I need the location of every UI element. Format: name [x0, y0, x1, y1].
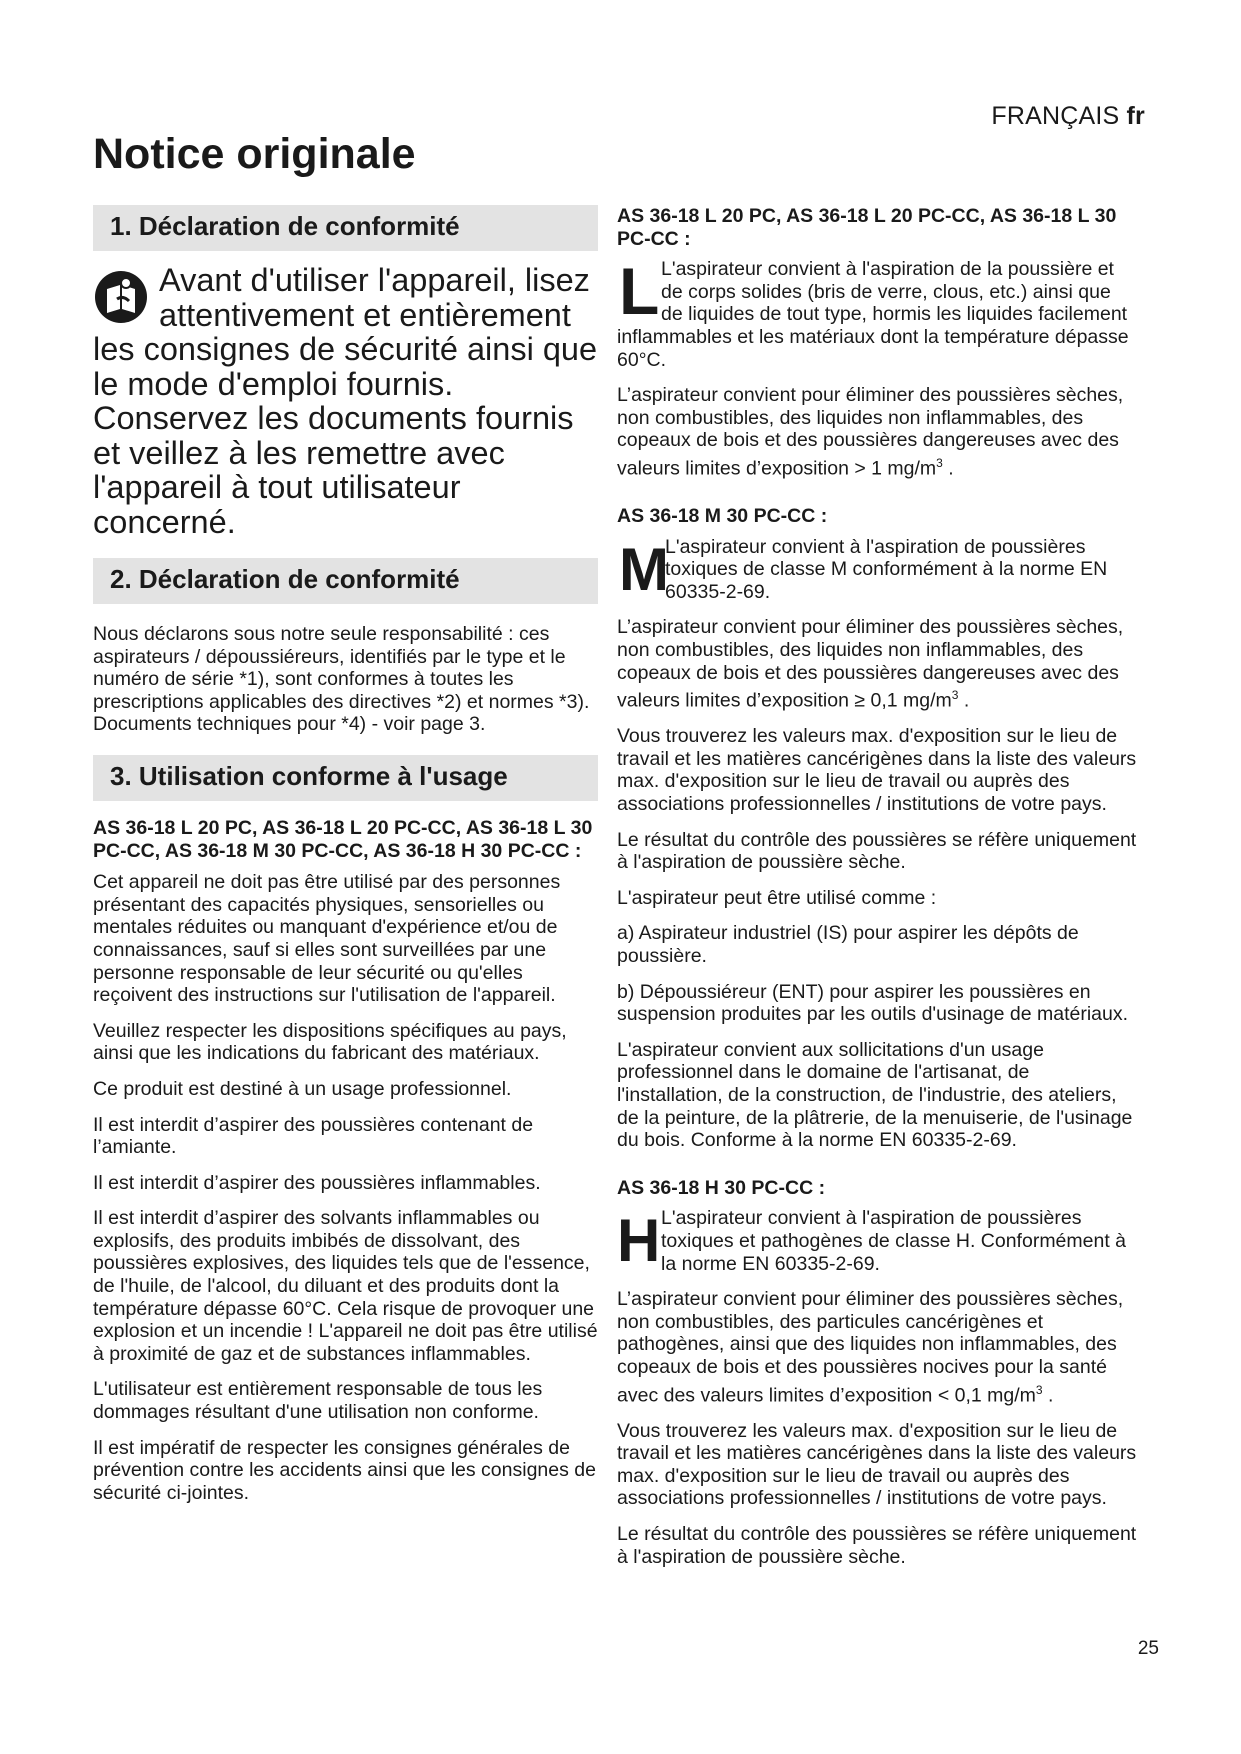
m-class-badge	[617, 535, 669, 603]
page-number: 25	[1137, 1638, 1159, 1659]
h-class-badge	[617, 1207, 661, 1275]
read-manual-text: Avant d'utiliser l'appareil, lisez attentivement et entièrement les consignes de sécurité ainsi que le mode d'emploi fournis. Conservez les documents fournis et veillez à les remettre avec l'appareil à tout utilisateur concerné.	[93, 262, 598, 540]
m-class-paragraph-4: Le résultat du contrôle des poussières se réfère uniquement à l'aspiration de poussière sèche.	[617, 828, 1137, 874]
m-class-paragraph-8: L'aspirateur convient aux sollicitations d'un usage professionnel dans le domaine de l'artisanat, de l'installation, de la construction, de l'industrie, des ateliers, de la peinture, de la plâtrerie, de la menuiserie, de l'usinage du bois. Conforme à la norme EN 60335-2-69.	[617, 1038, 1133, 1152]
m-class-paragraph-1: L'aspirateur convient à l'aspiration de poussières toxiques de classe M conformément à la norme EN 60335-2-69.	[665, 535, 1108, 603]
page-title: Notice originale	[93, 130, 416, 178]
m-class-paragraph-5: L'aspirateur peut être utilisé comme :	[617, 886, 937, 909]
section-2-heading: 2. Déclaration de conformité	[93, 558, 598, 604]
usage-paragraph-7: L'utilisateur est entièrement responsable de tous les dommages résultant d'une utilisation non conforme.	[93, 1378, 543, 1424]
m-class-paragraph-3: Vous trouverez les valeurs max. d'exposition sur le lieu de travail et les matières cancérigènes dans la liste des valeurs max. d'exposition sur le lieu de travail ou auprès des associations professionnelles / institutions de votre pays.	[617, 725, 1137, 816]
usage-paragraph-2: Veuillez respecter les dispositions spécifiques au pays, ainsi que les indications du fabricant des matériaux.	[93, 1019, 567, 1065]
m-class-paragraph-6: a) Aspirateur industriel (IS) pour aspirer les dépôts de poussière.	[617, 922, 1079, 968]
h-class-badge-letter: H	[617, 1207, 661, 1275]
h-class-block	[617, 1207, 1137, 1275]
language-code: fr	[1126, 102, 1145, 130]
m-class-paragraph-7: b) Dépoussiéreur (ENT) pour aspirer les poussières en suspension produites par les outils d'usinage de matériaux.	[617, 980, 1129, 1026]
usage-paragraph-5: Il est interdit d’aspirer des poussières inflammables.	[93, 1171, 541, 1194]
section-1-heading: 1. Déclaration de conformité	[93, 205, 598, 251]
language-header	[991, 102, 1145, 131]
l-class-badge	[617, 254, 660, 329]
usage-paragraph-4: Il est interdit d’aspirer des poussières contenant de l’amiante.	[93, 1113, 534, 1159]
read-manual-notice	[93, 263, 598, 539]
usage-paragraph-8: Il est impératif de respecter les consignes générales de prévention contre les accidents ainsi que les consignes de sécurité ci-jointes.	[93, 1436, 596, 1504]
h-class-paragraph-1: L'aspirateur convient à l'aspiration de poussières toxiques et pathogènes de classe H. Conformément à la norme EN 60335-2-69.	[661, 1207, 1127, 1275]
l-class-block	[617, 254, 1137, 371]
m-class-badge-letter: M	[619, 535, 669, 603]
m-class-paragraph-2: L’aspirateur convient pour éliminer des poussières sèches, non combustibles, des liquides non inflammables, des copeaux de bois et des poussières dangereuses avec des valeurs limites d’exposition ≥ 0,1 $mg/m^3$ .	[617, 616, 1124, 712]
m-class-models: AS 36-18 M 30 PC-CC :	[617, 505, 828, 528]
h-class-paragraph-4: Le résultat du contrôle des poussières se réfère uniquement à l'aspiration de poussière sèche.	[617, 1523, 1137, 1568]
l-class-badge-letter: L	[619, 254, 660, 329]
usage-paragraph-3: Ce produit est destiné à un usage professionnel.	[93, 1077, 512, 1100]
l-class-paragraph-1: L'aspirateur convient à l'aspiration de la poussière et de corps solides (bris de verre, clous, etc.) ainsi que de liquides de tout type, hormis les liquides facilement inflammables et les matériaux dont la température dépasse 60°C.	[617, 258, 1129, 371]
h-class-paragraph-3: Vous trouverez les valeurs max. d'exposition sur le lieu de travail et les matières cancérigènes dans la liste des valeurs max. d'exposition sur le lieu de travail ou auprès des associations professionnelles / institutions de votre pays.	[617, 1419, 1137, 1510]
read-manual-icon	[93, 269, 149, 325]
language-label: FRANÇAIS	[991, 102, 1120, 130]
h-class-paragraph-2: L’aspirateur convient pour éliminer des poussières sèches, non combustibles, des particules cancérigènes et pathogènes, ainsi que des liquides non inflammables, des copeaux de bois et des poussières nocives pour la santé avec des valeurs limites d’exposition < 0,1 $mg/m^3$ .	[617, 1288, 1124, 1407]
l-class-models: AS 36-18 L 20 PC, AS 36-18 L 20 PC-CC, AS 36-18 L 30 PC-CC :	[617, 205, 1117, 250]
m-class-block	[617, 536, 1137, 604]
usage-paragraph-6: Il est interdit d’aspirer des solvants inflammables ou explosifs, des produits imbibés de dissolvant, des poussières explosives, des liquides tels que de l'essence, de l'huile, de l'alcool, du diluant et des produits dont la température dépasse 60°C. Cela risque de provoquer une explosion et un incendie ! L'appareil ne doit pas être utilisé à proximité de gaz et de substances inflammables.	[93, 1207, 598, 1365]
section-3-models: AS 36-18 L 20 PC, AS 36-18 L 20 PC-CC, AS 36-18 L 30 PC-CC, AS 36-18 M 30 PC-CC, AS 36-18 H 30 PC-CC :	[93, 816, 593, 862]
right-column	[617, 205, 1137, 1568]
l-class-paragraph-2: L’aspirateur convient pour éliminer des poussières sèches, non combustibles, des liquides non inflammables, des copeaux de bois et des poussières dangereuses avec des valeurs limites d’exposition > 1 $mg/m^3$ .	[617, 384, 1124, 480]
section-3-heading: 3. Utilisation conforme à l'usage	[93, 755, 598, 801]
usage-paragraph-1: Cet appareil ne doit pas être utilisé par des personnes présentant des capacités physiques, sensorielles ou mentales réduites ou manquant d'expérience et/ou de connaissances, sauf si elles sont surveillées par une personne responsable de leur sécurité ou qu'elles reçoivent des instructions sur l'utilisation de l'appareil.	[93, 871, 561, 1007]
left-column	[93, 205, 598, 1504]
declaration-text: Nous déclarons sous notre seule responsabilité : ces aspirateurs / dépoussiéreurs, identifiés par le type et le numéro de série *1), sont conformes à toutes les prescriptions applicables des directives *2) et normes *3). Documents techniques pour *4) - voir page 3.	[93, 623, 590, 736]
h-class-models: AS 36-18 H 30 PC-CC :	[617, 1176, 826, 1199]
